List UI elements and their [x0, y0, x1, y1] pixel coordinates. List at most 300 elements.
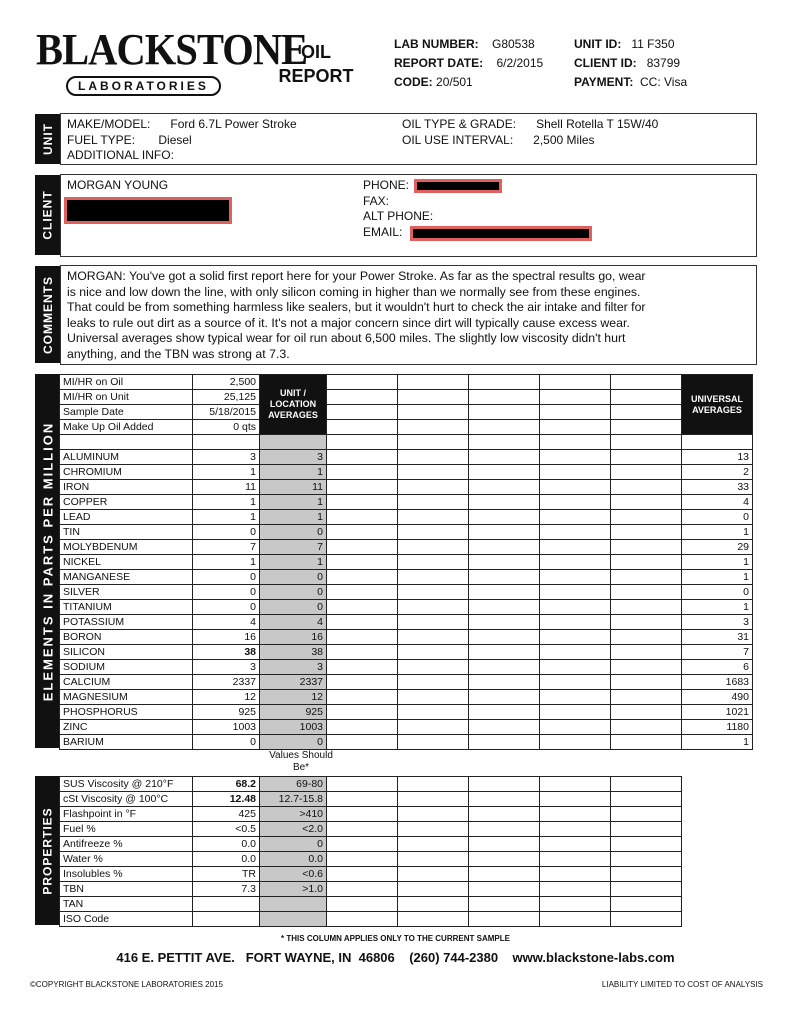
empty-cell [469, 615, 540, 630]
element-row [60, 660, 753, 675]
header-lab-info [394, 35, 543, 92]
empty-cell [398, 735, 469, 750]
element-unit-average: 0 [260, 600, 327, 615]
element-universal-average: 7 [682, 645, 753, 660]
element-value: 1 [193, 495, 260, 510]
info-row [60, 420, 753, 435]
comment-line: is nice and low down the line, with only silicon coming in higher than we normally see from these engines. [67, 284, 641, 299]
empty-cell [327, 540, 398, 555]
element-row [60, 675, 753, 690]
empty-cell [469, 852, 540, 867]
empty-cell [469, 792, 540, 807]
empty-cell [327, 480, 398, 495]
empty-cell [398, 720, 469, 735]
info-row [60, 375, 753, 390]
empty-cell [398, 912, 469, 927]
empty-cell [398, 420, 469, 435]
property-should-be: 0.0 [260, 852, 327, 867]
element-value: 38 [193, 645, 260, 660]
element-value: 11 [193, 480, 260, 495]
element-value: 1 [193, 555, 260, 570]
empty-cell [611, 600, 682, 615]
element-universal-average: 1 [682, 555, 753, 570]
comment-line: MORGAN: You've got a solid first report here for your Power Stroke. As far as the spectral results go, wear [67, 269, 646, 283]
empty-cell [540, 675, 611, 690]
code-label: CODE: [394, 75, 433, 89]
element-unit-average: 7 [260, 540, 327, 555]
empty-cell [327, 615, 398, 630]
empty-cell [611, 615, 682, 630]
comment-line: Universal averages show typical wear for oil run about 6,500 miles. The slightly low viscosity didn't hurt [67, 331, 626, 345]
empty-cell [327, 792, 398, 807]
element-universal-average: 1 [682, 525, 753, 540]
values-should-be-header: Values Should Be* [269, 750, 333, 773]
empty-cell [398, 480, 469, 495]
blackstone-logo [36, 25, 308, 98]
empty-cell [469, 777, 540, 792]
empty-cell [611, 837, 682, 852]
copyright: ©COPYRIGHT BLACKSTONE LABORATORIES 2015 [30, 980, 223, 989]
empty-cell [398, 375, 469, 390]
element-name: SILVER [60, 585, 193, 600]
empty-cell [540, 882, 611, 897]
element-row [60, 645, 753, 660]
property-name: TBN [60, 882, 193, 897]
element-unit-average: 3 [260, 450, 327, 465]
property-name: ISO Code [60, 912, 193, 927]
empty-cell [469, 897, 540, 912]
property-row [60, 867, 682, 882]
empty-cell [611, 495, 682, 510]
empty-cell [611, 525, 682, 540]
empty-cell [540, 735, 611, 750]
payment-label: PAYMENT: [574, 75, 634, 89]
empty-cell [327, 735, 398, 750]
element-row [60, 705, 753, 720]
empty-cell [327, 435, 398, 450]
empty-cell [611, 675, 682, 690]
element-unit-average: 0 [260, 585, 327, 600]
empty-cell [611, 420, 682, 435]
property-value [193, 897, 260, 912]
client-name: MORGAN YOUNG [67, 178, 169, 192]
empty-cell [469, 510, 540, 525]
empty-cell [398, 660, 469, 675]
element-unit-average: 925 [260, 705, 327, 720]
property-row [60, 882, 682, 897]
element-name: TIN [60, 525, 193, 540]
empty-cell [611, 807, 682, 822]
empty-cell [611, 480, 682, 495]
empty-cell [327, 510, 398, 525]
element-row [60, 495, 753, 510]
empty-cell [469, 465, 540, 480]
fuel-type-label: FUEL TYPE: [67, 132, 136, 147]
element-name: SILICON [60, 645, 193, 660]
empty-cell [327, 555, 398, 570]
title-line1: OIL [301, 42, 331, 62]
unit-id-label: UNIT ID: [574, 37, 622, 51]
property-name: Water % [60, 852, 193, 867]
alt-phone-label: ALT PHONE: [363, 209, 434, 223]
elements-table [59, 374, 753, 750]
empty-cell [469, 735, 540, 750]
element-universal-average: 31 [682, 630, 753, 645]
empty-cell [327, 645, 398, 660]
element-unit-average: 1 [260, 465, 327, 480]
element-name: TITANIUM [60, 600, 193, 615]
property-should-be: >1.0 [260, 882, 327, 897]
element-name: NICKEL [60, 555, 193, 570]
empty-cell [327, 690, 398, 705]
empty-cell [469, 495, 540, 510]
property-value [193, 912, 260, 927]
empty-cell [469, 570, 540, 585]
empty-cell [469, 390, 540, 405]
element-value: 4 [193, 615, 260, 630]
empty-cell [327, 882, 398, 897]
element-universal-average: 0 [682, 510, 753, 525]
empty-cell [611, 435, 682, 450]
empty-cell [540, 465, 611, 480]
empty-cell [327, 390, 398, 405]
footer-note: * THIS COLUMN APPLIES ONLY TO THE CURRENT SAMPLE [281, 934, 510, 943]
make-model-label: MAKE/MODEL: [67, 117, 151, 131]
properties-side-label: PROPERTIES [35, 776, 60, 925]
element-name: ZINC [60, 720, 193, 735]
element-unit-average: 0 [260, 735, 327, 750]
universal-avg-header: UNIVERSAL AVERAGES [682, 375, 753, 435]
element-universal-average: 3 [682, 615, 753, 630]
element-row [60, 600, 753, 615]
empty-cell [398, 675, 469, 690]
empty-cell [398, 645, 469, 660]
element-unit-average: 0 [260, 570, 327, 585]
element-name: POTASSIUM [60, 615, 193, 630]
property-name: TAN [60, 897, 193, 912]
empty-cell [398, 465, 469, 480]
empty-cell [469, 837, 540, 852]
empty-cell [540, 420, 611, 435]
element-universal-average: 1 [682, 570, 753, 585]
comments-text [67, 269, 646, 362]
element-unit-average: 4 [260, 615, 327, 630]
property-should-be [260, 912, 327, 927]
empty-cell [540, 837, 611, 852]
empty-cell [398, 600, 469, 615]
element-value: 0 [193, 525, 260, 540]
element-name: MOLYBDENUM [60, 540, 193, 555]
element-unit-average: 11 [260, 480, 327, 495]
logo-sub: LABORATORIES [66, 76, 221, 96]
empty-cell [469, 375, 540, 390]
element-unit-average: 3 [260, 660, 327, 675]
empty-cell [611, 555, 682, 570]
element-unit-average: 1 [260, 555, 327, 570]
property-name: Insolubles % [60, 867, 193, 882]
property-name: Antifreeze % [60, 837, 193, 852]
element-value: 0 [193, 600, 260, 615]
element-row [60, 540, 753, 555]
property-value: 12.48 [193, 792, 260, 807]
empty-cell [327, 777, 398, 792]
info-value: 5/18/2015 [193, 405, 260, 420]
element-value: 0 [193, 585, 260, 600]
empty-cell [398, 690, 469, 705]
empty-cell [327, 420, 398, 435]
element-name: CHROMIUM [60, 465, 193, 480]
empty-cell [327, 570, 398, 585]
empty-cell [611, 465, 682, 480]
spacer-row [60, 435, 753, 450]
properties-table [59, 776, 682, 927]
element-name: BARIUM [60, 735, 193, 750]
element-name: MAGNESIUM [60, 690, 193, 705]
element-universal-average: 29 [682, 540, 753, 555]
element-name: ALUMINUM [60, 450, 193, 465]
empty-cell [327, 465, 398, 480]
phone-label: PHONE: [363, 178, 410, 192]
oil-type-label: OIL TYPE & GRADE: [402, 117, 517, 131]
empty-cell [611, 867, 682, 882]
element-name: BORON [60, 630, 193, 645]
element-universal-average: 0 [682, 585, 753, 600]
empty-cell [540, 510, 611, 525]
empty-cell [469, 555, 540, 570]
property-value: <0.5 [193, 822, 260, 837]
client-side-label: CLIENT [35, 175, 60, 255]
logo-brand: BLACKSTONE [36, 25, 308, 74]
empty-cell [398, 615, 469, 630]
report-date: 6/2/2015 [496, 56, 544, 70]
element-row [60, 465, 753, 480]
element-unit-average: 2337 [260, 675, 327, 690]
empty-cell [327, 450, 398, 465]
empty-cell [469, 807, 540, 822]
property-name: SUS Viscosity @ 210°F [60, 777, 193, 792]
empty-cell [540, 390, 611, 405]
title-line2: REPORT [278, 66, 354, 86]
empty-cell [611, 405, 682, 420]
unit-avg-header: UNIT / LOCATION AVERAGES [260, 375, 327, 435]
element-name: IRON [60, 480, 193, 495]
empty-cell [540, 660, 611, 675]
empty-cell [398, 450, 469, 465]
info-row [60, 390, 753, 405]
empty-cell [327, 912, 398, 927]
empty-cell [540, 600, 611, 615]
empty-cell [540, 555, 611, 570]
element-universal-average: 4 [682, 495, 753, 510]
empty-cell [327, 495, 398, 510]
empty-cell [327, 525, 398, 540]
oil-interval-label: OIL USE INTERVAL: [402, 132, 514, 147]
empty-cell [327, 837, 398, 852]
element-universal-average: 2 [682, 465, 753, 480]
element-row [60, 720, 753, 735]
empty-cell [611, 390, 682, 405]
lab-number-label: LAB NUMBER: [394, 37, 479, 51]
property-should-be: <2.0 [260, 822, 327, 837]
empty-cell [611, 720, 682, 735]
empty-cell [327, 405, 398, 420]
empty-cell [469, 882, 540, 897]
property-name: Flashpoint in °F [60, 807, 193, 822]
empty-cell [193, 435, 260, 450]
empty-cell [469, 705, 540, 720]
element-row [60, 690, 753, 705]
element-universal-average: 1 [682, 735, 753, 750]
empty-cell [469, 822, 540, 837]
empty-cell [540, 792, 611, 807]
empty-cell [398, 555, 469, 570]
property-row [60, 837, 682, 852]
empty-cell [327, 375, 398, 390]
info-value: 2,500 [193, 375, 260, 390]
element-universal-average: 1 [682, 600, 753, 615]
empty-cell [611, 645, 682, 660]
element-value: 925 [193, 705, 260, 720]
empty-cell [611, 690, 682, 705]
property-should-be: 12.7-15.8 [260, 792, 327, 807]
empty-cell [469, 660, 540, 675]
element-value: 1003 [193, 720, 260, 735]
unit-side-label: UNIT [35, 114, 60, 164]
empty-cell [469, 435, 540, 450]
element-value: 7 [193, 540, 260, 555]
info-row [60, 405, 753, 420]
empty-cell [540, 450, 611, 465]
empty-cell [611, 897, 682, 912]
property-value: 7.3 [193, 882, 260, 897]
empty-cell [611, 510, 682, 525]
element-row [60, 450, 753, 465]
report-date-label: REPORT DATE: [394, 56, 484, 70]
empty-cell [398, 570, 469, 585]
empty-cell [327, 867, 398, 882]
element-row [60, 570, 753, 585]
redacted-address [64, 197, 232, 224]
element-row [60, 555, 753, 570]
payment: CC: Visa [640, 75, 688, 89]
empty-cell [398, 510, 469, 525]
empty-cell [611, 822, 682, 837]
empty-cell [398, 777, 469, 792]
report-title [270, 40, 362, 88]
property-value: 425 [193, 807, 260, 822]
empty-cell [540, 867, 611, 882]
element-unit-average: 1 [260, 495, 327, 510]
client-id: 83799 [646, 56, 681, 70]
empty-cell [398, 792, 469, 807]
element-universal-average: 1021 [682, 705, 753, 720]
redacted-phone [414, 179, 502, 193]
empty-cell [469, 585, 540, 600]
empty-cell [469, 912, 540, 927]
empty-cell [469, 720, 540, 735]
element-name: MANGANESE [60, 570, 193, 585]
footer-address: 416 E. PETTIT AVE. FORT WAYNE, IN 46806 (260) 744-2380 www.blackstone-labs.com [116, 950, 675, 965]
elements-side-label: ELEMENTS IN PARTS PER MILLION [35, 374, 60, 748]
property-row [60, 852, 682, 867]
redacted-email [410, 226, 592, 241]
element-row [60, 735, 753, 750]
empty-cell [540, 777, 611, 792]
element-universal-average: 1180 [682, 720, 753, 735]
empty-cell [398, 705, 469, 720]
element-unit-average: 1003 [260, 720, 327, 735]
empty-cell [611, 630, 682, 645]
property-should-be: >410 [260, 807, 327, 822]
fax-label: FAX: [363, 193, 390, 208]
element-name: LEAD [60, 510, 193, 525]
comment-line: anything, and the TBN was strong at 7.3. [67, 346, 290, 361]
empty-cell [60, 435, 193, 450]
unit-id: 11 F350 [631, 37, 675, 51]
empty-cell [327, 585, 398, 600]
element-universal-average: 33 [682, 480, 753, 495]
element-name: PHOSPHORUS [60, 705, 193, 720]
empty-cell [540, 705, 611, 720]
empty-cell [327, 822, 398, 837]
empty-cell [611, 912, 682, 927]
empty-cell [611, 777, 682, 792]
empty-cell [611, 375, 682, 390]
element-value: 3 [193, 660, 260, 675]
element-unit-average: 1 [260, 510, 327, 525]
empty-cell [327, 675, 398, 690]
additional-info-label: ADDITIONAL INFO: [67, 148, 174, 162]
property-value: 68.2 [193, 777, 260, 792]
email-label: EMAIL: [363, 224, 403, 239]
empty-cell [469, 540, 540, 555]
property-should-be [260, 897, 327, 912]
empty-cell [327, 807, 398, 822]
empty-cell [260, 435, 327, 450]
property-should-be: 69-80 [260, 777, 327, 792]
empty-cell [398, 435, 469, 450]
element-row [60, 585, 753, 600]
empty-cell [469, 690, 540, 705]
empty-cell [398, 390, 469, 405]
fuel-type: Diesel [158, 132, 192, 147]
property-row [60, 912, 682, 927]
empty-cell [398, 852, 469, 867]
empty-cell [540, 630, 611, 645]
empty-cell [469, 630, 540, 645]
info-label: MI/HR on Oil [60, 375, 193, 390]
comments-side-label: COMMENTS [35, 266, 60, 363]
property-name: Fuel % [60, 822, 193, 837]
property-row [60, 822, 682, 837]
empty-cell [327, 660, 398, 675]
property-value: 0.0 [193, 837, 260, 852]
empty-cell [540, 852, 611, 867]
info-label: MI/HR on Unit [60, 390, 193, 405]
element-row [60, 480, 753, 495]
empty-cell [398, 837, 469, 852]
empty-cell [540, 645, 611, 660]
empty-cell [398, 495, 469, 510]
property-row [60, 792, 682, 807]
element-universal-average: 1683 [682, 675, 753, 690]
empty-cell [398, 822, 469, 837]
liability: LIABILITY LIMITED TO COST OF ANALYSIS [601, 980, 763, 989]
empty-cell [469, 450, 540, 465]
empty-cell [398, 882, 469, 897]
empty-cell [540, 897, 611, 912]
empty-cell [469, 600, 540, 615]
